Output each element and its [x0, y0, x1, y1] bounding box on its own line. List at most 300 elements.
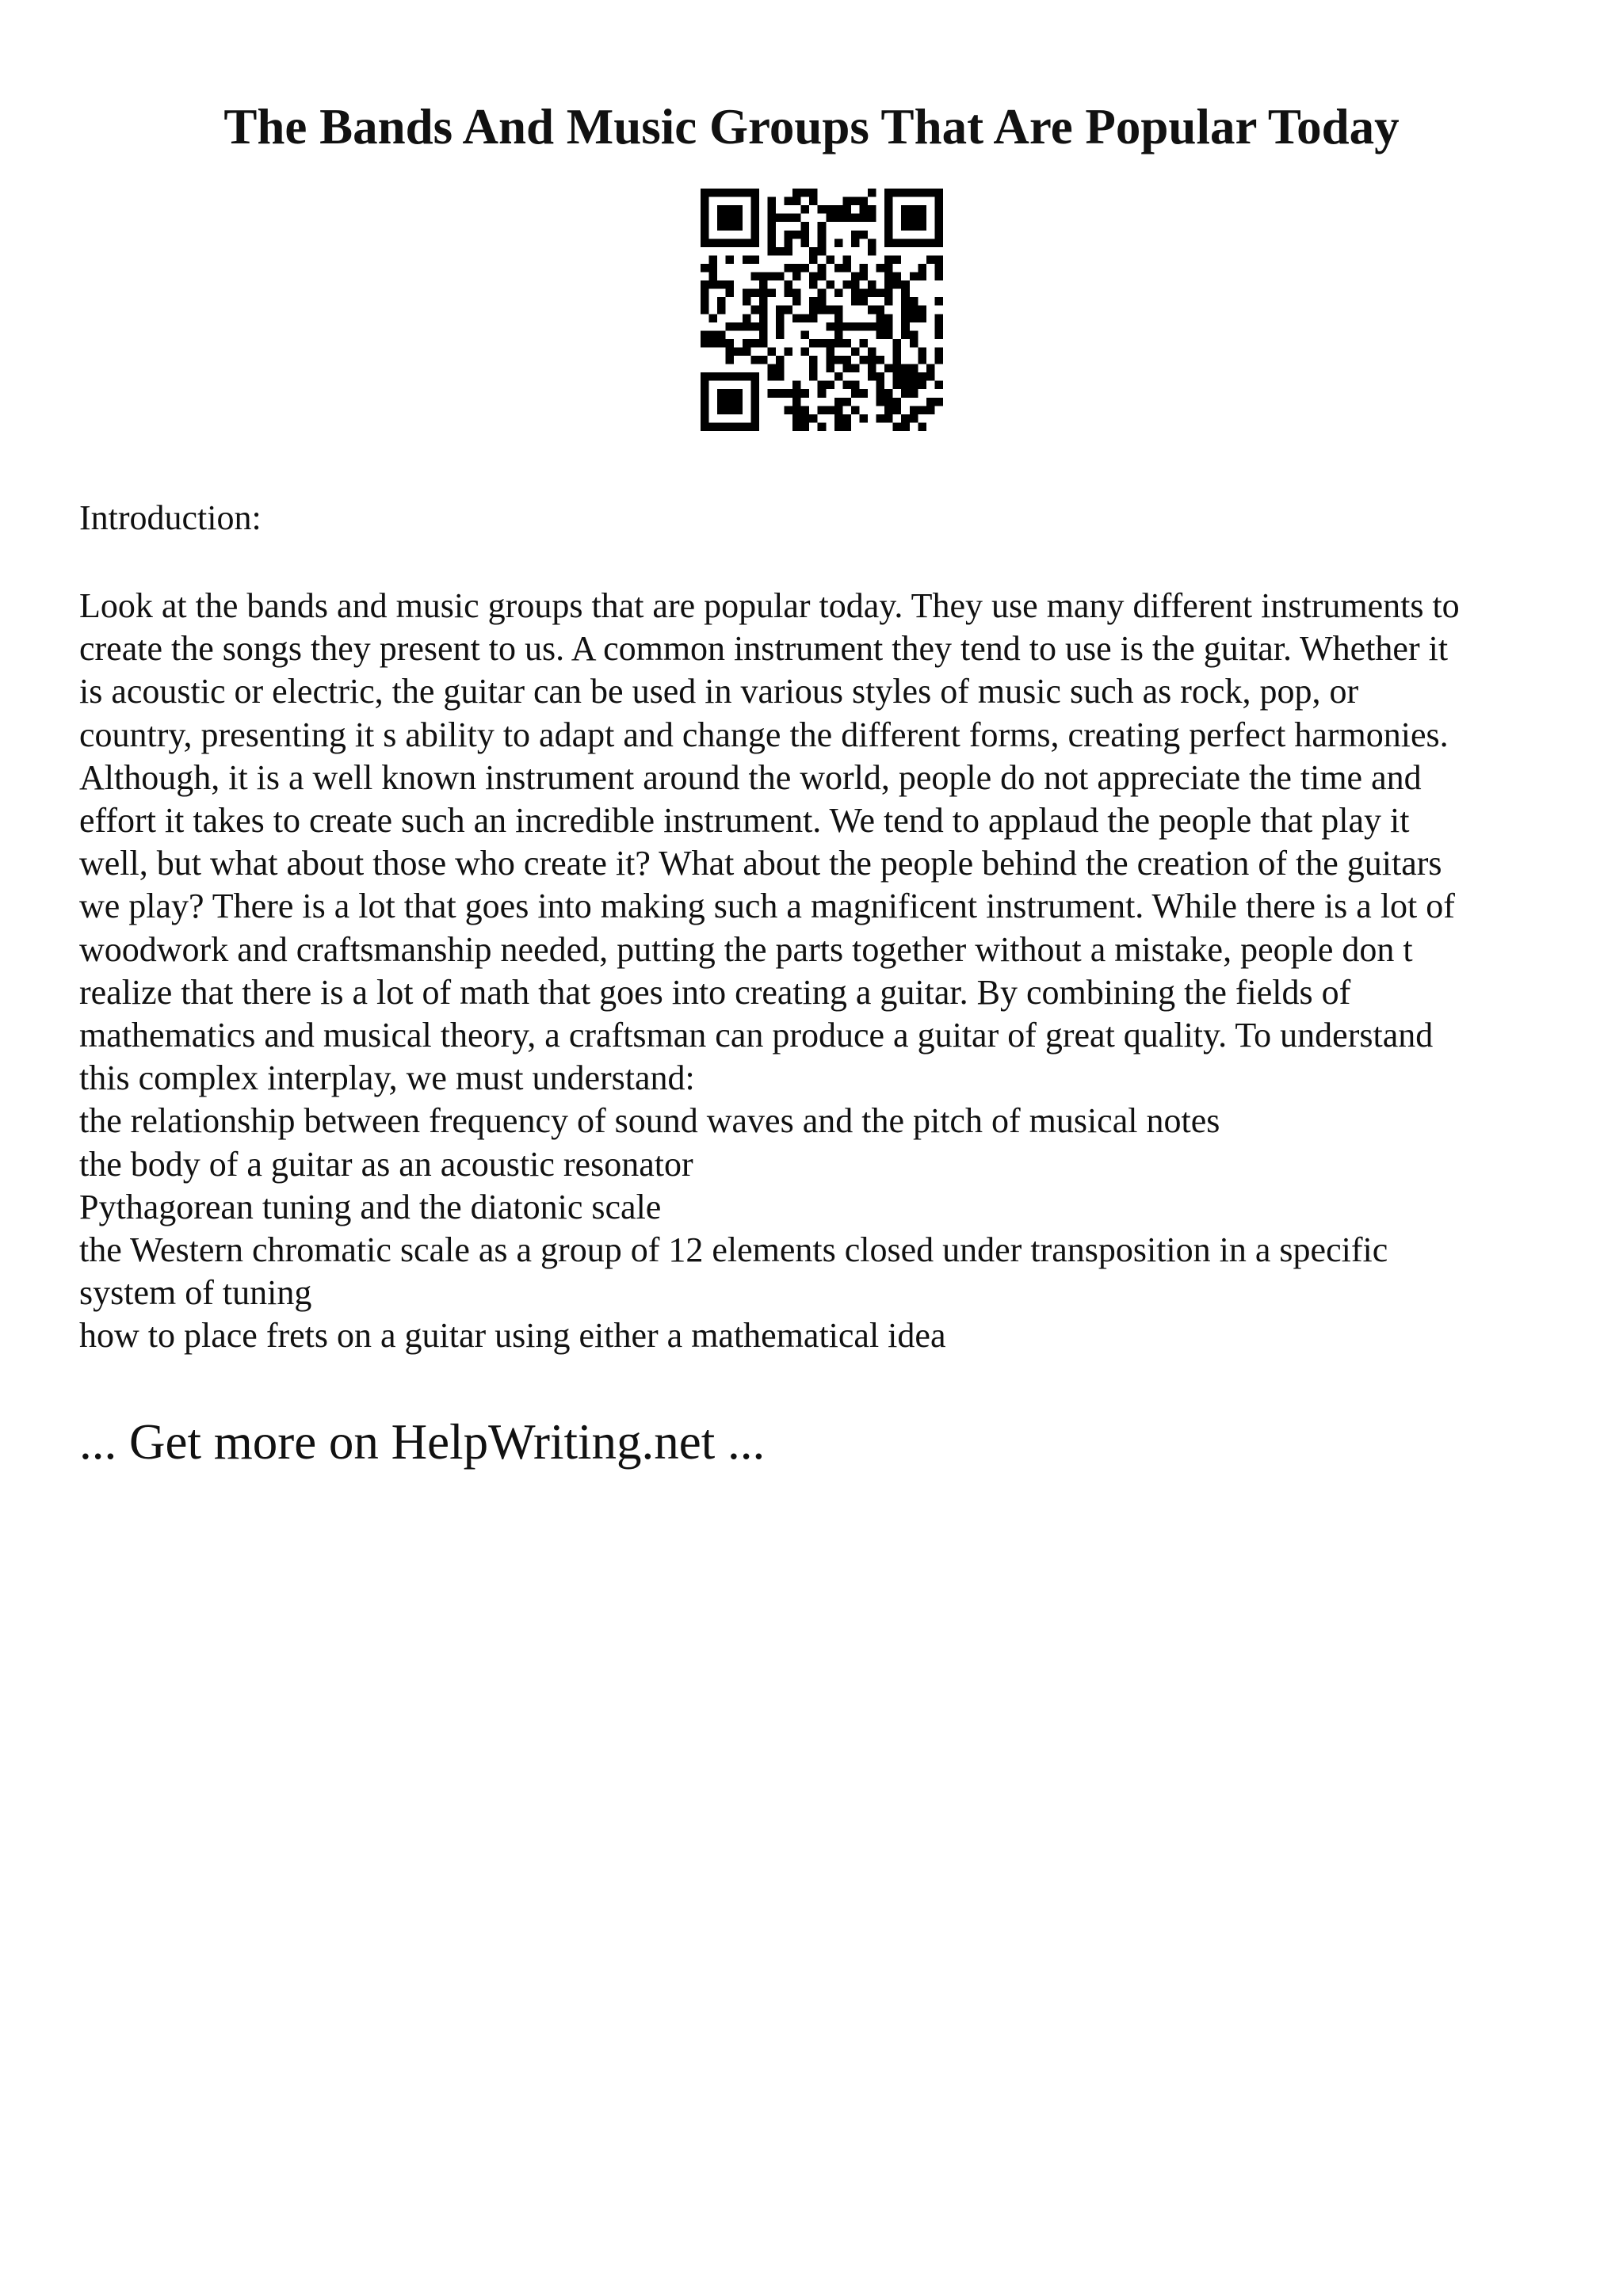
qr-module: [750, 231, 759, 239]
qr-module: [767, 247, 776, 256]
qr-module: [901, 364, 910, 373]
qr-module: [884, 389, 893, 398]
qr-module: [818, 306, 827, 315]
qr-module: [910, 222, 918, 231]
qr-module: [834, 214, 843, 223]
get-more-link[interactable]: ... Get more on HelpWriting.net ...: [79, 1414, 766, 1470]
qr-module: [785, 280, 793, 289]
qr-module: [750, 222, 759, 231]
qr-module: [726, 339, 735, 348]
qr-module: [801, 314, 810, 322]
qr-module: [709, 372, 718, 381]
qr-module: [734, 406, 743, 414]
qr-module: [901, 330, 910, 339]
qr-module: [743, 255, 751, 264]
qr-module: [934, 322, 943, 331]
qr-module: [842, 322, 851, 331]
qr-module: [801, 389, 810, 398]
qr-module: [851, 289, 860, 298]
qr-module: [726, 214, 735, 223]
qr-module: [726, 406, 735, 414]
qr-module: [851, 238, 860, 247]
qr-module: [826, 322, 834, 331]
qr-module: [910, 406, 918, 414]
qr-module: [834, 306, 843, 315]
qr-module: [776, 372, 785, 381]
qr-module: [785, 247, 793, 256]
qr-module: [868, 238, 876, 247]
qr-module: [893, 398, 902, 406]
qr-module: [785, 264, 793, 273]
qr-module: [759, 339, 768, 348]
qr-module: [834, 406, 843, 414]
qr-module: [851, 297, 860, 306]
qr-module: [701, 339, 709, 348]
qr-module: [792, 406, 801, 414]
qr-module: [884, 364, 893, 373]
qr-module: [801, 347, 810, 356]
qr-module: [767, 389, 776, 398]
qr-module: [926, 398, 935, 406]
qr-module: [893, 381, 902, 390]
qr-module: [826, 356, 834, 364]
qr-module: [743, 339, 751, 348]
qr-module: [884, 214, 893, 223]
qr-module: [910, 273, 918, 281]
qr-module: [701, 406, 709, 414]
qr-module: [851, 347, 860, 356]
qr-module: [717, 406, 726, 414]
qr-module: [785, 197, 793, 206]
qr-module: [785, 347, 793, 356]
qr-module: [792, 214, 801, 223]
qr-module: [818, 273, 827, 281]
qr-module: [842, 398, 851, 406]
qr-module: [750, 406, 759, 414]
qr-module: [868, 364, 876, 373]
qr-module: [709, 238, 718, 247]
qr-module: [818, 406, 827, 414]
qr-module: [809, 306, 818, 315]
qr-module: [834, 322, 843, 331]
qr-module: [801, 422, 810, 431]
qr-module: [884, 264, 893, 273]
qr-module: [767, 273, 776, 281]
qr-module: [759, 330, 768, 339]
list-item: Pythagorean tuning and the diatonic scale: [79, 1187, 662, 1226]
qr-module: [893, 422, 902, 431]
body-line: effort it takes to create such an incredible instrument. We tend to applaud the people that play it: [79, 801, 1410, 841]
qr-module: [842, 280, 851, 289]
qr-module: [701, 372, 709, 381]
qr-module: [809, 356, 818, 364]
qr-module: [776, 314, 785, 322]
qr-module: [826, 406, 834, 414]
qr-module: [792, 231, 801, 239]
qr-module: [785, 214, 793, 223]
qr-module: [910, 364, 918, 373]
qr-module: [792, 314, 801, 322]
qr-module: [910, 205, 918, 214]
qr-module: [726, 389, 735, 398]
qr-module: [926, 406, 935, 414]
qr-module: [934, 398, 943, 406]
qr-module: [934, 214, 943, 223]
qr-module: [901, 214, 910, 223]
qr-module: [767, 214, 776, 223]
qr-module: [851, 389, 860, 398]
qr-module: [876, 322, 885, 331]
qr-module: [734, 214, 743, 223]
qr-module: [918, 347, 926, 356]
qr-module: [884, 314, 893, 322]
qr-module: [750, 255, 759, 264]
qr-module: [934, 205, 943, 214]
qr-module: [801, 406, 810, 414]
qr-module: [785, 231, 793, 239]
qr-module: [868, 280, 876, 289]
qr-module: [851, 322, 860, 331]
qr-module: [767, 231, 776, 239]
qr-module: [876, 314, 885, 322]
qr-module: [826, 205, 834, 214]
qr-module: [910, 297, 918, 306]
qr-module: [901, 306, 910, 315]
qr-module: [726, 398, 735, 406]
qr-module: [792, 273, 801, 281]
qr-module: [767, 372, 776, 381]
qr-module: [842, 414, 851, 423]
qr-module: [910, 314, 918, 322]
qr-module: [717, 339, 726, 348]
qr-module: [792, 398, 801, 406]
qr-module: [709, 255, 718, 264]
qr-module: [776, 247, 785, 256]
qr-module: [868, 372, 876, 381]
qr-module: [750, 339, 759, 348]
qr-module: [759, 356, 768, 364]
qr-module: [918, 238, 926, 247]
qr-module: [809, 414, 818, 423]
qr-module: [801, 231, 810, 239]
qr-module: [734, 347, 743, 356]
qr-module: [901, 414, 910, 423]
qr-module: [734, 422, 743, 431]
qr-module: [893, 273, 902, 281]
qr-module: [801, 414, 810, 423]
qr-module: [910, 389, 918, 398]
qr-module: [734, 238, 743, 247]
qr-module: [859, 339, 868, 348]
qr-module: [717, 330, 726, 339]
qr-module: [759, 280, 768, 289]
qr-module: [701, 297, 709, 306]
qr-module: [818, 231, 827, 239]
qr-module: [842, 255, 851, 264]
qr-module: [926, 189, 935, 197]
qr-module: [701, 222, 709, 231]
body-line: Look at the bands and music groups that are popular today. They use many different instruments to: [79, 586, 1460, 625]
qr-module: [934, 347, 943, 356]
list-item: the Western chromatic scale as a group of 12 elements closed under transposition in a specific: [79, 1230, 1388, 1270]
qr-module: [868, 189, 876, 197]
qr-module: [918, 306, 926, 315]
qr-module: [842, 264, 851, 273]
qr-module: [868, 356, 876, 364]
qr-module: [876, 289, 885, 298]
qr-module: [934, 264, 943, 273]
qr-module: [701, 414, 709, 423]
qr-module: [851, 364, 860, 373]
qr-module: [801, 205, 810, 214]
qr-module: [743, 189, 751, 197]
qr-module: [934, 231, 943, 239]
qr-module: [818, 339, 827, 348]
intro-heading: Introduction:: [79, 498, 262, 537]
qr-module: [759, 306, 768, 315]
qr-module: [809, 297, 818, 306]
qr-module: [792, 422, 801, 431]
qr-module: [859, 205, 868, 214]
qr-module: [868, 322, 876, 331]
qr-module: [776, 330, 785, 339]
qr-module: [851, 273, 860, 281]
qr-module: [734, 189, 743, 197]
qr-module: [934, 356, 943, 364]
qr-module: [709, 314, 718, 322]
qr-module: [726, 205, 735, 214]
qr-module: [834, 339, 843, 348]
qr-module: [901, 238, 910, 247]
body-line: is acoustic or electric, the guitar can be used in various styles of music such as rock, pop, or: [79, 672, 1359, 711]
qr-module: [743, 422, 751, 431]
qr-module: [876, 381, 885, 390]
qr-module: [868, 247, 876, 256]
qr-module: [876, 414, 885, 423]
qr-module: [859, 389, 868, 398]
qr-module: [726, 289, 735, 298]
qr-module: [726, 280, 735, 289]
qr-module: [709, 422, 718, 431]
qr-module: [750, 205, 759, 214]
qr-module: [934, 255, 943, 264]
body-line: create the songs they present to us. A common instrument they tend to use is the guitar. Whether it: [79, 629, 1449, 669]
qr-module: [818, 238, 827, 247]
qr-module: [785, 289, 793, 298]
qr-module: [818, 297, 827, 306]
qr-module: [842, 214, 851, 223]
qr-module: [743, 322, 751, 331]
qr-module: [918, 189, 926, 197]
qr-module: [918, 314, 926, 322]
qr-module: [934, 197, 943, 206]
qr-module: [809, 314, 818, 322]
qr-module: [701, 306, 709, 315]
qr-module: [818, 381, 827, 390]
qr-module: [901, 289, 910, 298]
qr-module: [834, 356, 843, 364]
qr-module: [868, 347, 876, 356]
qr-module: [701, 205, 709, 214]
qr-module: [750, 306, 759, 315]
qr-module: [818, 222, 827, 231]
qr-module: [893, 280, 902, 289]
qr-module: [884, 406, 893, 414]
qr-module: [792, 264, 801, 273]
qr-module: [893, 356, 902, 364]
qr-module: [701, 330, 709, 339]
qr-module: [918, 406, 926, 414]
qr-module: [743, 297, 751, 306]
qr-module: [776, 306, 785, 315]
qr-module: [792, 197, 801, 206]
qr-module: [701, 214, 709, 223]
qr-module: [834, 314, 843, 322]
qr-module: [734, 222, 743, 231]
qr-module: [743, 372, 751, 381]
qr-module: [884, 297, 893, 306]
qr-module: [926, 372, 935, 381]
list-item: system of tuning: [79, 1273, 312, 1313]
qr-module: [868, 289, 876, 298]
qr-module: [767, 205, 776, 214]
qr-module: [726, 322, 735, 331]
qr-module: [701, 197, 709, 206]
qr-module: [876, 389, 885, 398]
body-text: [79, 585, 1561, 1358]
qr-module: [901, 422, 910, 431]
qr-module: [859, 322, 868, 331]
qr-module: [792, 389, 801, 398]
qr-module: [918, 381, 926, 390]
qr-module: [701, 389, 709, 398]
qr-module: [876, 330, 885, 339]
qr-module: [901, 189, 910, 197]
qr-module: [934, 297, 943, 306]
qr-module: [910, 381, 918, 390]
qr-module: [717, 372, 726, 381]
qr-module: [701, 381, 709, 390]
qr-module: [868, 214, 876, 223]
qr-module: [785, 406, 793, 414]
qr-module: [876, 264, 885, 273]
qr-module: [876, 356, 885, 364]
qr-module: [918, 222, 926, 231]
qr-module: [893, 189, 902, 197]
qr-module: [792, 381, 801, 390]
qr-module: [918, 264, 926, 273]
qr-module: [918, 372, 926, 381]
qr-module: [901, 322, 910, 331]
qr-module: [717, 422, 726, 431]
qr-module: [893, 364, 902, 373]
qr-module: [826, 339, 834, 348]
qr-module: [884, 398, 893, 406]
qr-module: [826, 214, 834, 223]
qr-module: [726, 189, 735, 197]
qr-module: [859, 414, 868, 423]
qr-module: [750, 197, 759, 206]
qr-module: [701, 238, 709, 247]
qr-module: [759, 322, 768, 331]
qr-module: [717, 306, 726, 315]
qr-module: [826, 364, 834, 373]
qr-module: [884, 273, 893, 281]
qr-module: [701, 189, 709, 197]
qr-module: [934, 273, 943, 281]
qr-module: [834, 372, 843, 381]
qr-module: [701, 289, 709, 298]
qr-module: [776, 273, 785, 281]
qr-module: [842, 422, 851, 431]
qr-module: [717, 214, 726, 223]
qr-module: [709, 189, 718, 197]
qr-module: [818, 422, 827, 431]
qr-module: [910, 339, 918, 348]
qr-module: [776, 356, 785, 364]
qr-module: [859, 231, 868, 239]
qr-module: [826, 381, 834, 390]
qr-module: [818, 389, 827, 398]
qr-module: [717, 398, 726, 406]
qr-module: [743, 347, 751, 356]
qr-module: [876, 372, 885, 381]
qr-module: [709, 264, 718, 273]
qr-module: [726, 422, 735, 431]
qr-module: [750, 356, 759, 364]
qr-module: [884, 197, 893, 206]
qr-module: [717, 222, 726, 231]
qr-module: [717, 205, 726, 214]
page-title: The Bands And Music Groups That Are Popular Today: [223, 99, 1400, 154]
qr-module: [801, 264, 810, 273]
qr-module: [884, 205, 893, 214]
qr-module: [934, 222, 943, 231]
qr-module: [743, 314, 751, 322]
qr-module: [767, 197, 776, 206]
qr-module: [851, 231, 860, 239]
qr-module: [709, 330, 718, 339]
qr-module: [876, 398, 885, 406]
qr-module: [792, 289, 801, 298]
qr-module: [826, 306, 834, 315]
qr-module: [750, 289, 759, 298]
qr-module: [910, 330, 918, 339]
body-line: well, but what about those who create it? What about the people behind the creation of the guitars: [79, 844, 1442, 883]
qr-module: [834, 289, 843, 298]
qr-module: [759, 289, 768, 298]
qr-module: [734, 322, 743, 331]
qr-module: [893, 347, 902, 356]
qr-module: [767, 347, 776, 356]
qr-module: [876, 306, 885, 315]
qr-module: [818, 264, 827, 273]
qr-module: [717, 238, 726, 247]
qr-module: [734, 372, 743, 381]
body-line: we play? There is a lot that goes into making such a magnificent instrument. While there is a lot of: [79, 887, 1455, 926]
qr-module: [918, 273, 926, 281]
body-line: woodwork and craftsmanship needed, putting the parts together without a mistake, people don t: [79, 929, 1413, 969]
qr-module: [792, 414, 801, 423]
qr-module: [842, 364, 851, 373]
qr-module: [918, 356, 926, 364]
list-item: the body of a guitar as an acoustic resonator: [79, 1144, 693, 1184]
qr-module: [884, 231, 893, 239]
qr-module: [859, 273, 868, 281]
qr-module: [809, 364, 818, 373]
qr-module: [818, 205, 827, 214]
qr-module: [826, 255, 834, 264]
